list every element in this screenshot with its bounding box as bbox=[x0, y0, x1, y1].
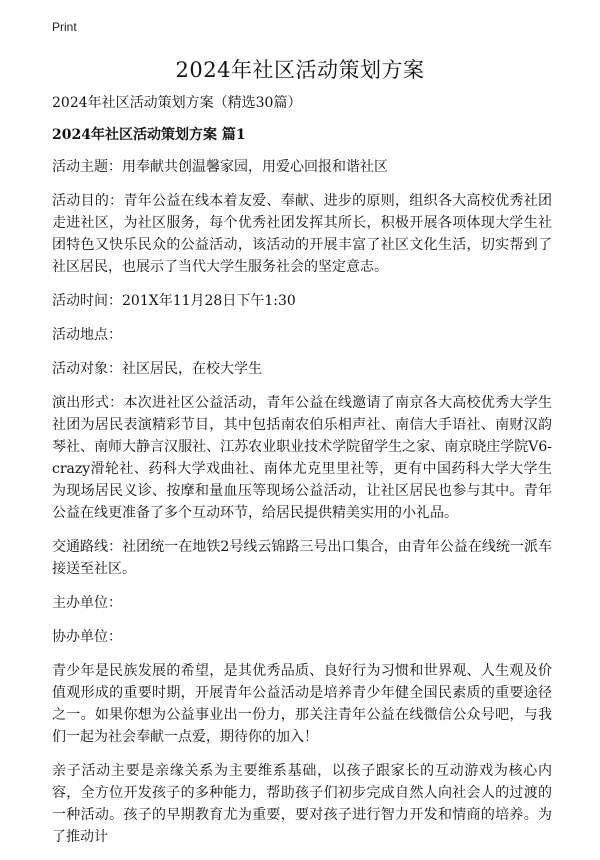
print-link[interactable]: Print bbox=[52, 20, 77, 34]
document-subtitle: 2024年社区活动策划方案（精选30篇） bbox=[52, 95, 302, 111]
paragraph-activity-theme: 活动主题：用奉献共创温馨家园，用爱心回报和谐社区 bbox=[52, 159, 388, 175]
paragraph-activity-time: 活动时间：201X年11月28日下午1:30 bbox=[52, 293, 296, 309]
paragraph-activity-audience: 活动对象：社区居民，在校大学生 bbox=[52, 361, 262, 377]
paragraph-co-host-unit: 协办单位： bbox=[52, 629, 122, 645]
page-title: 2024年社区活动策划方案 bbox=[175, 58, 425, 82]
paragraph-activity-location: 活动地点： bbox=[52, 327, 122, 343]
paragraph-performance-format: 演出形式：本次进社区公益活动，青年公益在线邀请了南京各大高校优秀大学生社团为居民表演精彩节目，其中包括南农伯乐相声社、南信大手语社、南财汉韵琴社、南师大静言汉服社、江苏农业职业技术学院留学生之家、南京晓庄学院V6-crazy滑轮社、药科大学戏曲社、南体尤克里里社等，更有中国药科大学大学生为现场居民义诊、按摩和量血压等现场公益活动，让社区居民也参与其中。青年公益在线更准备了多个互动环节，给居民提供精美实用的小礼品。 bbox=[52, 395, 552, 521]
paragraph-host-unit: 主办单位： bbox=[52, 595, 122, 611]
paragraph-activity-purpose: 活动目的：青年公益在线本着友爱、奉献、进步的原则，组织各大高校优秀社团走进社区，为社区服务，每个优秀社团发挥其所长，积极开展各项体现大学生社团特色又快乐民众的公益活动，该活动的开展丰富了社区文化生活，切实帮到了社区居民，也展示了当代大学生服务社会的坚定意志。 bbox=[52, 193, 552, 275]
paragraph-parent-child: 亲子活动主要是亲缘关系为主要维系基础，以孩子跟家长的互动游戏为核心内容，全方位开发孩子的多种能力，帮助孩子们初步完成自然人向社会人的过渡的一种活动。孩子的早期教育尤为重要，要对孩子进行智力开发和情商的培养。为了推动计 bbox=[52, 763, 552, 845]
document-body bbox=[52, 92, 552, 860]
paragraph-youth-appeal: 青少年是民族发展的希望，是其优秀品质、良好行为习惯和世界观、人生观及价值观形成的重要时期，开展青年公益活动是培养青少年健全国民素质的重要途径之一。如果你想为公益事业出一份力，那关注青年公益在线微信公众号吧，与我们一起为社会奉献一点爱，期待你的加入！ bbox=[52, 663, 552, 745]
paragraph-transport-route: 交通路线：社团统一在地铁2号线云锦路三号出口集合，由青年公益在线统一派车接送至社区。 bbox=[52, 539, 552, 577]
section-heading: 2024年社区活动策划方案 篇1 bbox=[52, 127, 246, 143]
